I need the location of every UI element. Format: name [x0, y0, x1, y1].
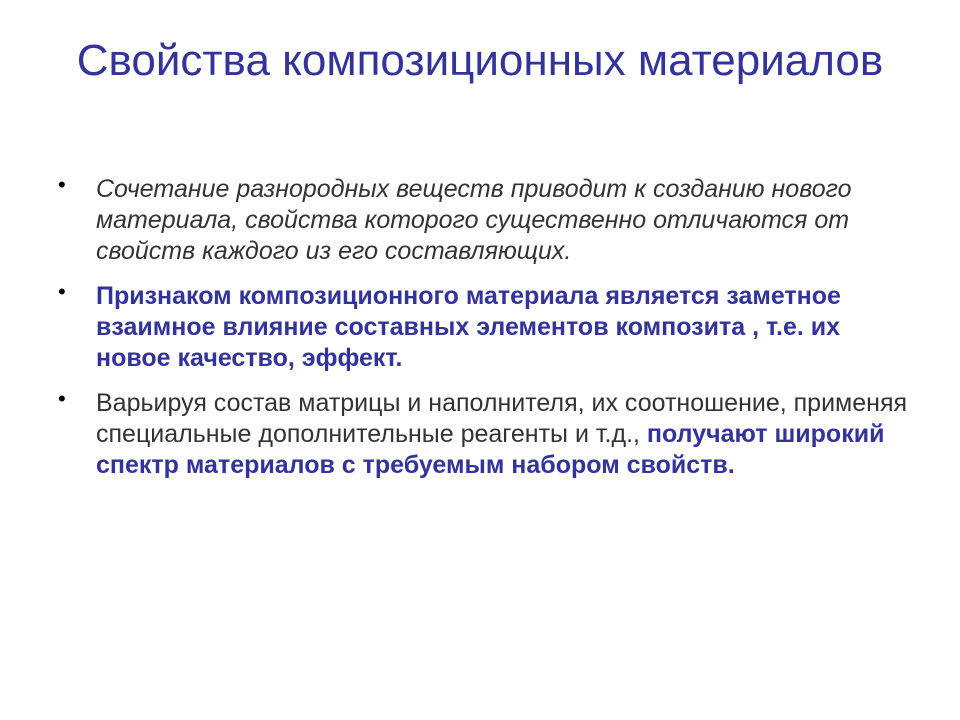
bullet-dot-icon: •	[58, 386, 66, 411]
bullet-text-plain: Варьируя состав матрицы и наполнителя, их соотношение, применяя специальные дополнительные реагенты и т.д.,	[96, 389, 908, 448]
bullet-dot-icon: •	[58, 172, 66, 197]
slide-title: Свойства композиционных материалов	[76, 36, 884, 85]
bullet-text: Сочетание разнородных веществ приводит к созданию нового материала, свойства которого существенно отличаются от свойств каждого из его составляющих.	[96, 175, 852, 265]
bullet-dot-icon: •	[58, 279, 66, 304]
bullet-list	[58, 174, 908, 495]
bullet-item-1	[58, 174, 908, 267]
bullet-text-highlight: получают широкий спектр материалов с требуемым набором свойств.	[96, 420, 885, 479]
bullet-text: Признаком композиционного материала является заметное взаимное влияние составных элементов композита , т.е. их новое качество, эффект.	[96, 282, 841, 372]
bullet-item-2	[58, 281, 908, 374]
bullet-item-3	[58, 388, 908, 481]
